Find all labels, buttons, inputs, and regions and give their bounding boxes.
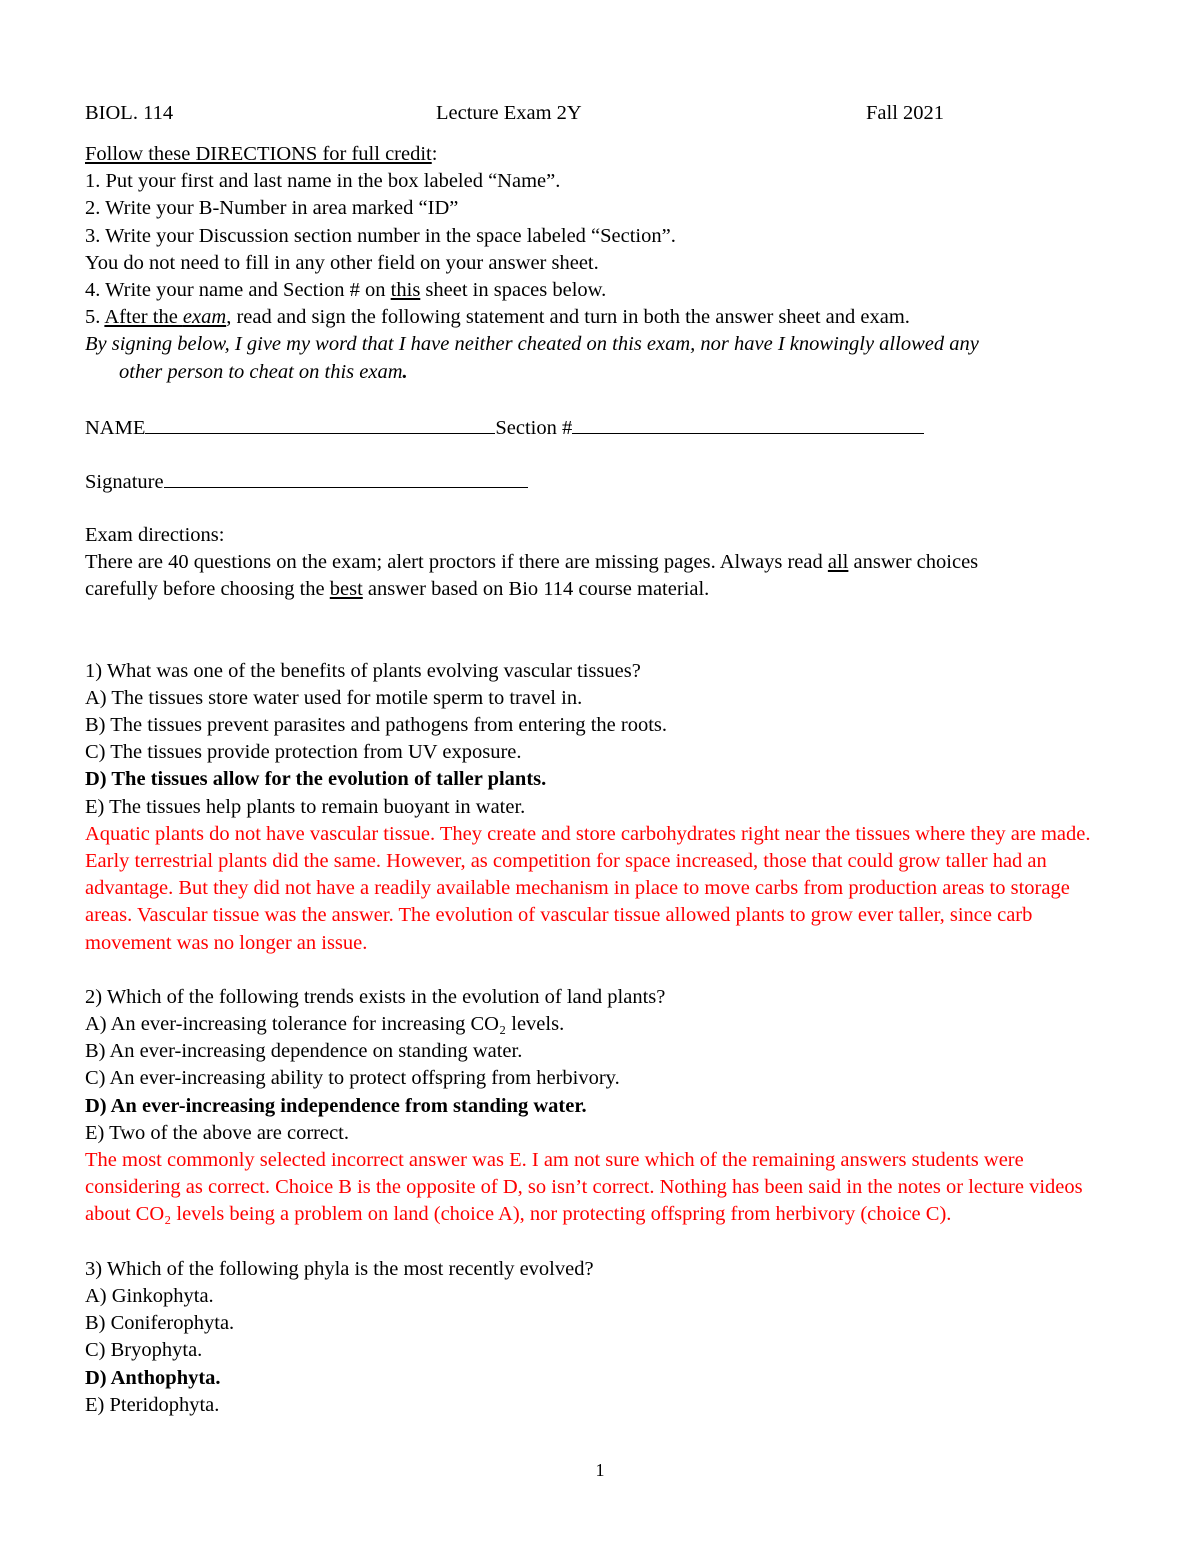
name-section-row: [85, 413, 1120, 440]
question-stem: 2) Which of the following trends exists in the evolution of land plants?: [85, 985, 666, 1008]
honor-pledge-line-2: other person to cheat on this exam.: [119, 360, 408, 383]
answer-option-a: A) Ginkophyta.: [85, 1285, 214, 1307]
exam-content: [85, 98, 1120, 1419]
exam-directions-line-1: There are 40 questions on the exam; alert proctors if there are missing pages. Always read all answer choices: [85, 550, 979, 573]
answer-option-c: C) An ever-increasing ability to protect offspring from herbivory.: [85, 1067, 620, 1090]
answer-option-b: B) Coniferophyta.: [85, 1312, 235, 1335]
question-stem: 3) Which of the following phyla is the most recently evolved?: [85, 1257, 594, 1280]
section-field[interactable]: [572, 413, 924, 434]
section-label: Section #: [495, 416, 573, 439]
direction-item-4: 4. Write your name and Section # on this sheet in spaces below.: [85, 278, 607, 301]
signature-label: Signature: [85, 471, 164, 494]
question-stem: 1) What was one of the benefits of plants evolving vascular tissues?: [85, 659, 641, 682]
exam-directions-title: Exam directions:: [85, 523, 225, 546]
exam-directions-line-2: carefully before choosing the best answer based on Bio 114 course material.: [85, 578, 710, 600]
answer-explanation: The most commonly selected incorrect answer was E. I am not sure which of the remaining answers students were considering as correct. Choice B is the opposite of D, so isn’t correct. Nothing has been said in the notes or lecture videos about CO₂ levels being a problem on land (choice A), nor protecting offspring from herbivory (choice C).: [85, 1149, 1083, 1226]
signature-row: [85, 467, 1120, 494]
answer-option-b: B) The tissues prevent parasites and pathogens from entering the roots.: [85, 713, 668, 736]
answer-option-b: B) An ever-increasing dependence on standing water.: [85, 1040, 523, 1063]
answer-option-e: E) The tissues help plants to remain buoyant in water.: [85, 795, 526, 818]
page-number: 1: [595, 1460, 605, 1480]
page-header: [85, 98, 1120, 128]
direction-item-2: 2. Write your B-Number in area marked “ID”: [85, 197, 459, 220]
direction-item-3: 3. Write your Discussion section number in the space labeled “Section”.: [85, 224, 676, 247]
question-2: [85, 984, 1120, 1229]
term: Fall 2021: [866, 102, 945, 124]
question-1: [85, 658, 1120, 957]
name-field[interactable]: [145, 413, 495, 434]
exam-title: Lecture Exam 2Y: [436, 102, 582, 124]
directions-title: Follow these DIRECTIONS for full credit:: [85, 143, 438, 165]
direction-note: You do not need to fill in any other field on your answer sheet.: [85, 251, 599, 274]
signature-field[interactable]: [164, 467, 528, 488]
answer-option-c: C) Bryophyta.: [85, 1339, 203, 1362]
answer-option-e: E) Two of the above are correct.: [85, 1121, 349, 1144]
answer-option-a: A) An ever-increasing tolerance for increasing CO₂ levels.: [85, 1013, 565, 1036]
correct-answer-option-d: D) The tissues allow for the evolution of taller plants.: [85, 768, 547, 791]
course-code: BIOL. 114: [85, 102, 174, 124]
correct-answer-option-d: D) Anthophyta.: [85, 1366, 221, 1389]
answer-option-e: E) Pteridophyta.: [85, 1393, 220, 1416]
name-label: NAME: [85, 416, 146, 439]
direction-item-5: 5. After the exam, read and sign the following statement and turn in both the answer sheet and exam.: [85, 306, 910, 329]
answer-option-c: C) The tissues provide protection from UV exposure.: [85, 741, 522, 764]
honor-pledge-line-1: By signing below, I give my word that I have neither cheated on this exam, nor have I knowingly allowed any: [85, 333, 979, 356]
answer-explanation: Aquatic plants do not have vascular tissue. They create and store carbohydrates right near the tissues where they are made. Early terrestrial plants did the same. However, as competition for space increased, those that could grow taller had an advantage. But they did not have a readily available mechanism in place to move carbs from production areas to storage areas. Vascular tissue was the answer. The evolution of vascular tissue allowed plants to grow ever taller, since carb movement was no longer an issue.: [85, 822, 1091, 954]
correct-answer-option-d: D) An ever-increasing independence from standing water.: [85, 1094, 587, 1117]
question-3: [85, 1256, 1120, 1419]
answer-option-a: A) The tissues store water used for motile sperm to travel in.: [85, 686, 583, 709]
direction-item-1: 1. Put your first and last name in the box labeled “Name”.: [85, 170, 561, 193]
